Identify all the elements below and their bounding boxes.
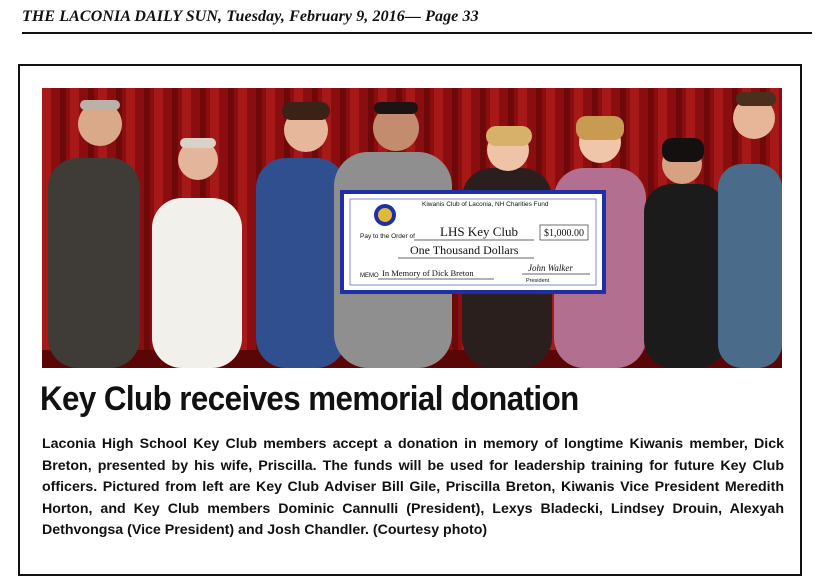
check-amount-words: One Thousand Dollars: [410, 243, 519, 257]
news-article: [18, 64, 802, 576]
article-caption: Laconia High School Key Club members accept a donation in memory of longtime Kiwanis member, Dick Breton, presented by his wife, Priscilla. The funds will be used for leadership training for future Key Club officers. Pictured from left are Key Club Adviser Bill Gile, Priscilla Breton, Kiwanis Vice President Meredith Horton, and Key Club members Dominic Cannulli (President), Lexys Bladecki, Lindsey Drouin, Alexyah Dethvongsa (Vice President) and Josh Chandler. (Courtesy photo): [42, 436, 784, 538]
check-pay-label: Pay to the Order of: [360, 233, 415, 240]
check-memo: In Memory of Dick Breton: [382, 268, 474, 278]
check-signature-title: President: [526, 278, 550, 284]
check-memo-label: MEMO: [360, 273, 379, 279]
check-amount: $1,000.00: [544, 228, 584, 239]
donation-check: [342, 192, 604, 292]
article-photo: [42, 88, 782, 368]
check-signature: John Walker: [528, 263, 573, 273]
check-org: Kiwanis Club of Laconia, NH Charities Fund: [422, 201, 549, 208]
check-payee: LHS Key Club: [440, 224, 518, 239]
article-headline: Key Club receives memorial donation: [40, 380, 579, 418]
page-masthead: THE LACONIA DAILY SUN, Tuesday, February 9, 2016— Page 33: [22, 4, 812, 34]
